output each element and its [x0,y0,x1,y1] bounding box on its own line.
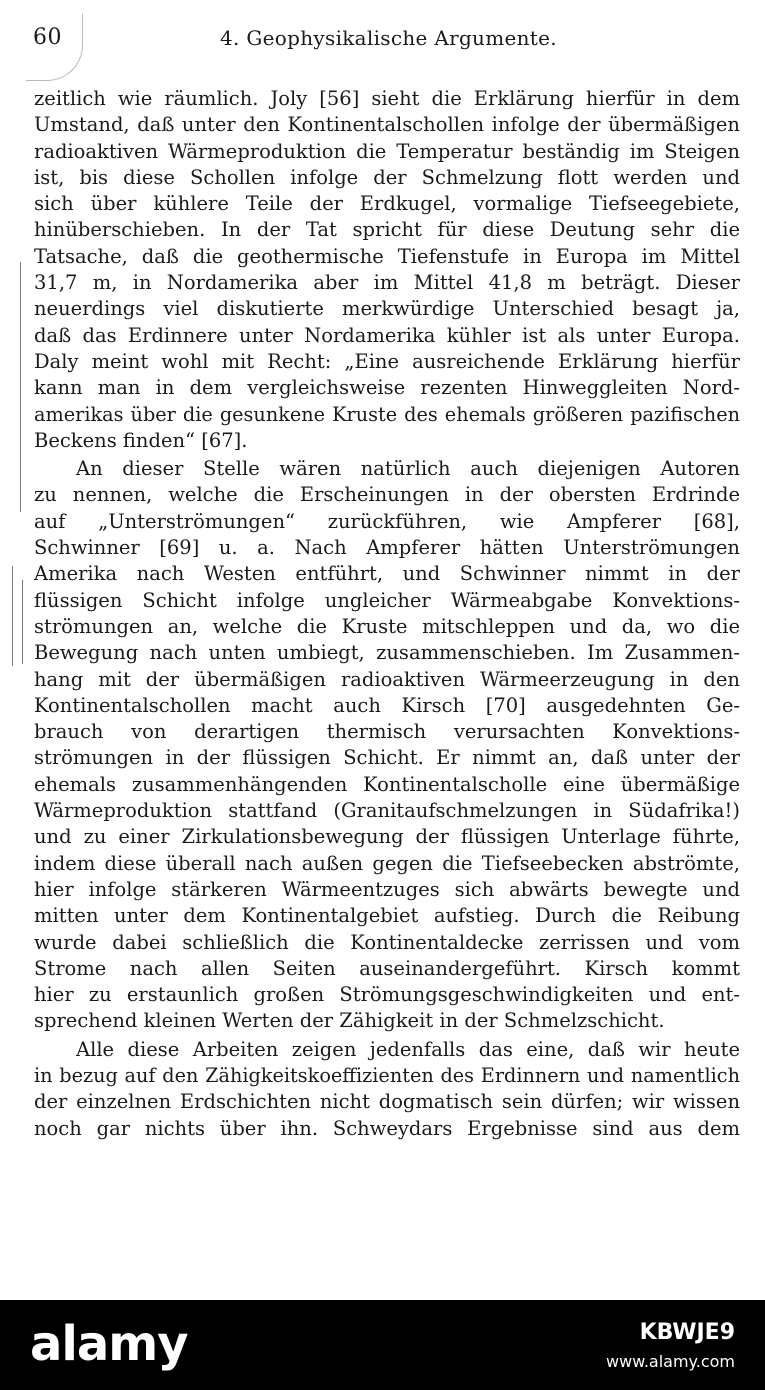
text-line: daß das Erdinnere unter Nordamerika kühler ist als unter Europa. [34,323,740,347]
text-line: in bezug auf den Zähigkeitskoeffizienten des Erdinnern und namentlich [34,1063,740,1087]
text-line: indem diese überall nach außen gegen die Tiefseebecken abströmte, [34,851,740,875]
text-line: strömungen in der flüssigen Schicht. Er nimmt an, daß unter der [34,746,740,770]
text-line: neuerdings viel diskutierte merkwürdige Unterschied besagt ja, [34,297,740,321]
text-line: Tatsache, daß die geothermische Tiefenstufe in Europa im Mittel [34,244,740,268]
text-line: Beckens finden“ [67]. [34,428,248,452]
text-line: mitten unter dem Kontinentalgebiet aufstieg. Durch die Reibung [34,904,740,928]
watermark-url: www.alamy.com [606,1352,735,1371]
text-line: Wärmeproduktion stattfand (Granitaufschmelzungen in Südafrika!) [34,799,740,823]
text-line: hang mit der übermäßigen radioaktiven Wärmeerzeugung in den [34,667,740,691]
running-head: 4. Geophysikalische Argumente. [220,26,557,50]
text-line: zu nennen, welche die Erscheinungen in der obersten Erdrinde [34,483,740,507]
body-text [34,86,740,1142]
text-line: hinüberschieben. In der Tat spricht für diese Deutung sehr die [34,218,740,242]
text-line: 31,7 m, in Nordamerika aber im Mittel 41,8 m beträgt. Dieser [34,271,740,295]
text-line: flüssigen Schicht infolge ungleicher Wärmeabgabe Konvektions- [34,588,740,612]
alamy-logo: alamy [30,1316,188,1372]
text-line: Amerika nach Westen entführt, und Schwinner nimmt in der [34,562,740,586]
margin-pencil-mark [22,580,23,664]
text-line: wurde dabei schließlich die Kontinentaldecke zerrissen und vom [34,930,740,954]
text-line: kann man in dem vergleichsweise rezenten Hinweggleiten Nord- [34,376,740,400]
text-line: Bewegung nach unten umbiegt, zusammenschieben. Im Zusammen- [34,641,740,665]
text-line: Strome nach allen Seiten auseinandergeführt. Kirsch kommt [34,956,740,980]
margin-pencil-mark [12,566,13,666]
text-line: Schwinner [69] u. a. Nach Ampferer hätten Unterströmungen [34,536,740,560]
text-line: der einzelnen Erdschichten nicht dogmatisch sein dürfen; wir wissen [34,1090,740,1114]
text-line: zeitlich wie räumlich. Joly [56] sieht die Erklärung hierfür in dem [34,87,740,110]
text-line: amerikas über die gesunkene Kruste des ehemals größeren pazifischen [34,402,740,426]
text-line: Kontinentalschollen macht auch Kirsch [70] ausgedehnten Ge- [34,693,740,717]
text-line: Daly meint wohl mit Recht: „Eine ausreichende Erklärung hierfür [34,349,740,373]
text-line: Alle diese Arbeiten zeigen jedenfalls das eine, daß wir heute [76,1037,740,1061]
text-line: ist, bis diese Schollen infolge der Schmelzung flott werden und [34,165,740,189]
text-line: hier infolge stärkeren Wärmeentzuges sich abwärts bewegte und [34,877,740,901]
text-line: sich über kühlere Teile der Erdkugel, vormalige Tiefseegebiete, [34,192,740,216]
text-line: Umstand, daß unter den Kontinentalschollen infolge der übermäßigen [34,113,740,137]
margin-pencil-mark [20,262,21,512]
text-line: ehemals zusammenhängenden Kontinentalscholle eine übermäßige [34,772,740,796]
text-line: radioaktiven Wärmeproduktion die Temperatur beständig im Steigen [34,139,740,163]
text-line: strömungen an, welche die Kruste mitschleppen und da, wo die [34,614,740,638]
text-line: auf „Unterströmungen“ zurückführen, wie Ampferer [68], [34,509,740,533]
page-number: 60 [33,25,62,50]
text-line: brauch von derartigen thermisch verursachten Konvektions- [34,720,740,744]
text-line: An dieser Stelle wären natürlich auch diejenigen Autoren [76,457,740,481]
text-line: hier zu erstaunlich großen Strömungsgeschwindigkeiten und ent- [34,983,740,1007]
text-line: noch gar nichts über ihn. Schweydars Ergebnisse sind aus dem [34,1116,740,1140]
image-id: KBWJE9 [639,1320,735,1345]
stock-watermark-bar [0,1300,765,1390]
text-line: und zu einer Zirkulationsbewegung der flüssigen Unterlage führte, [34,825,740,849]
text-line: sprechend kleinen Werten der Zähigkeit in der Schmelzschicht. [34,1009,665,1033]
